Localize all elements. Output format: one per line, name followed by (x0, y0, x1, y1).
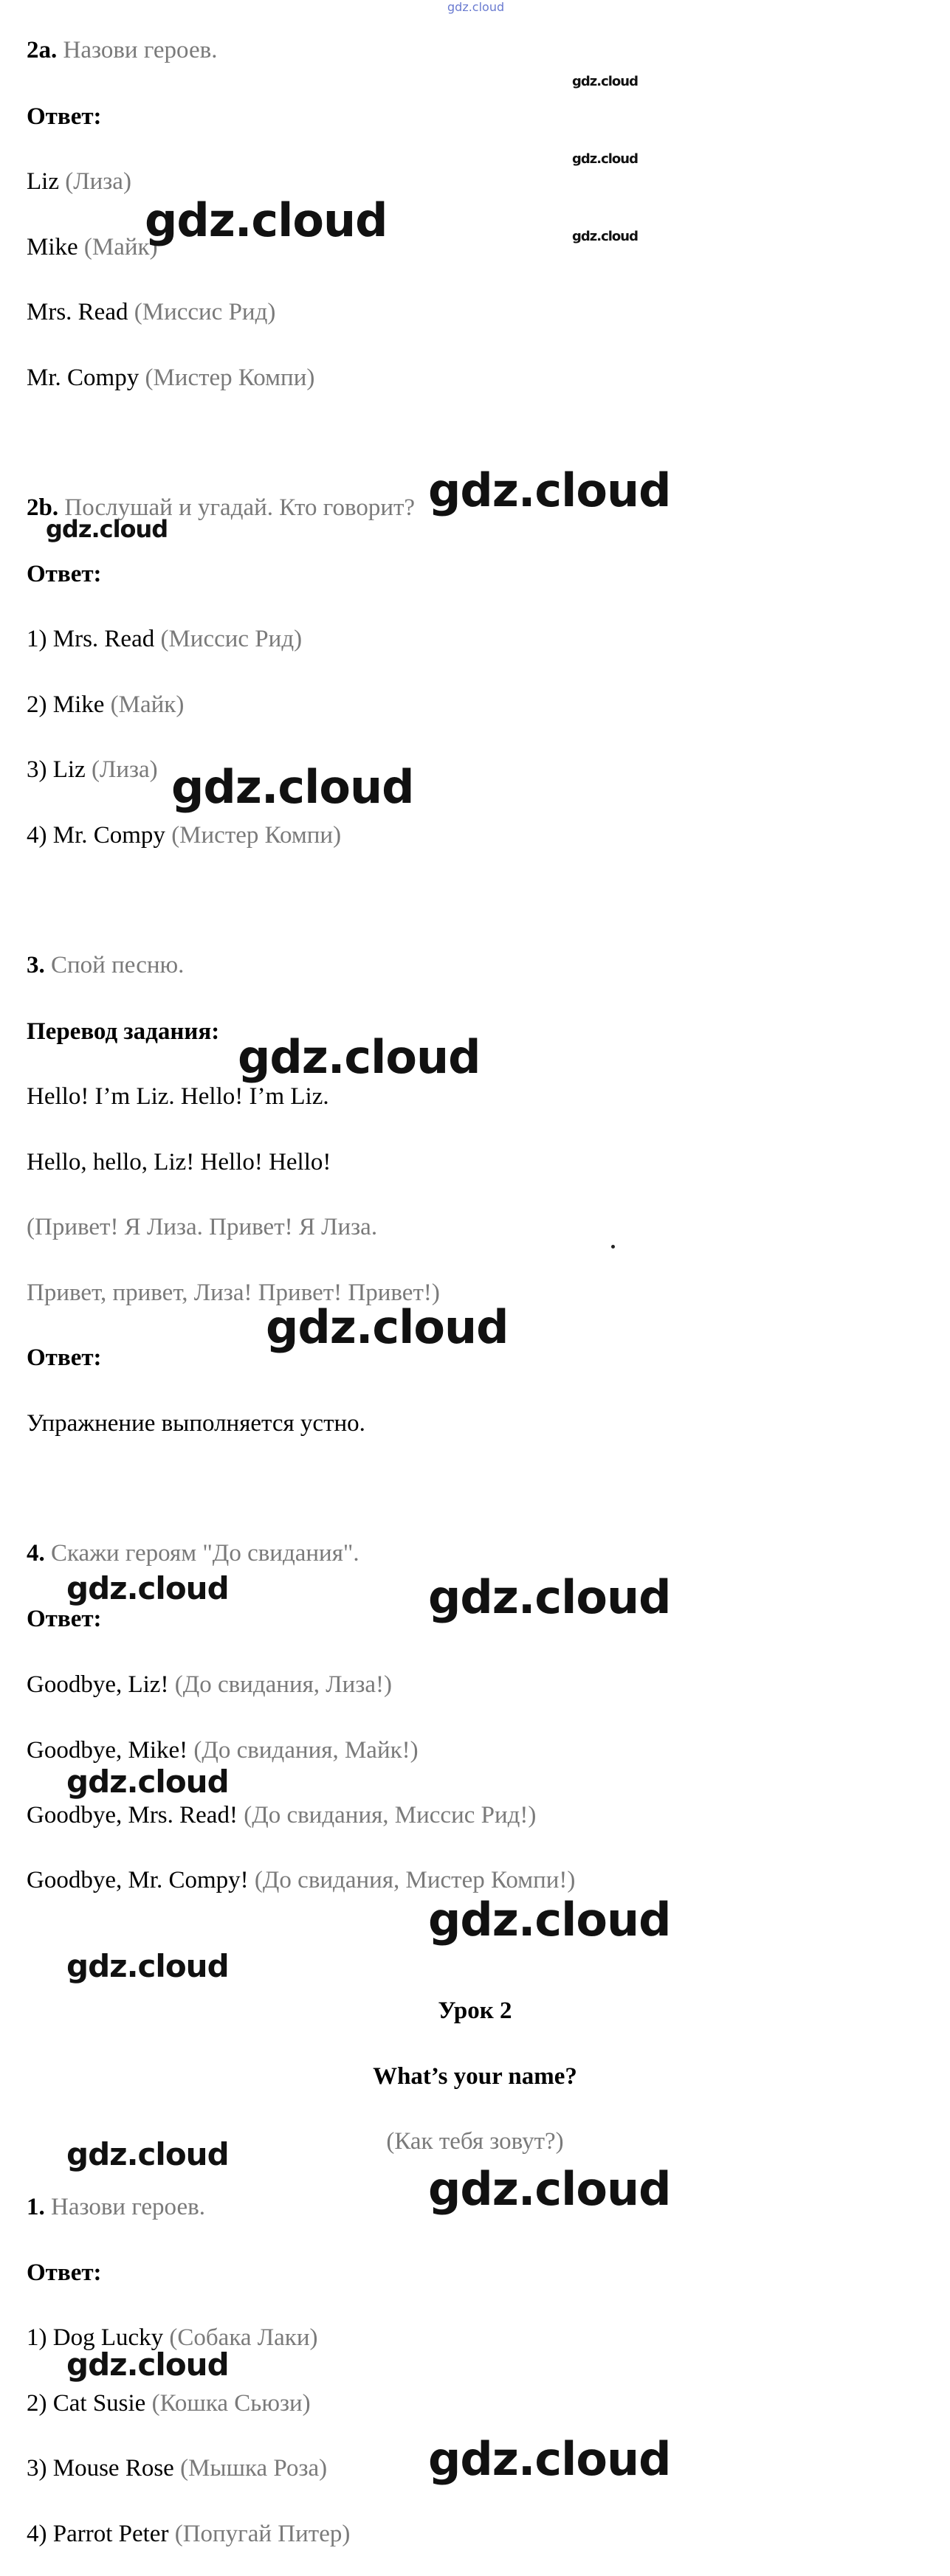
task-text: Послушай и угадай. Кто говорит? (64, 494, 416, 521)
stray-dot (611, 1245, 615, 1249)
answer-item: Mike (Майк) (27, 234, 158, 260)
answer-item: 4) Parrot Peter (Попугай Питер) (27, 2521, 351, 2547)
lesson-title: Урок 2 (438, 1997, 512, 2024)
answer-item: Mr. Compy (Мистер Компи) (27, 365, 315, 391)
answer-label: Ответ: (27, 1344, 102, 1371)
answer-item: Goodbye, Mr. Compy! (До свидания, Мистер Компи!) (27, 1867, 576, 1893)
watermark: gdz.cloud (572, 74, 638, 89)
task-number: 2b. (27, 494, 59, 521)
watermark: gdz.cloud (266, 1300, 509, 1354)
watermark: gdz.cloud (145, 193, 388, 247)
task-4-heading (27, 1540, 359, 1567)
task-text: Спой песню. (51, 952, 185, 978)
answer-item: 4) Mr. Compy (Мистер Компи) (27, 822, 342, 849)
answer-item: Liz (Лиза) (27, 168, 131, 195)
song-line: Hello, hello, Liz! Hello! Hello! (27, 1149, 331, 1175)
answer-text: Упражнение выполняется устно. (27, 1410, 365, 1437)
task-number: 2a. (27, 37, 58, 63)
answer-item: 1) Dog Lucky (Собака Лаки) (27, 2324, 318, 2351)
answer-item: Goodbye, Mike! (До свидания, Майк!) (27, 1737, 419, 1764)
lesson-subtitle: What’s your name? (373, 2063, 577, 2090)
task-text: Скажи героям "До свидания". (51, 1540, 359, 1567)
lesson-subtitle-translation: (Как тебя зовут?) (386, 2128, 564, 2155)
watermark: gdz.cloud (46, 515, 168, 543)
answer-item: Mrs. Read (Миссис Рид) (27, 299, 276, 325)
answer-item: 3) Mouse Rose (Мышка Роза) (27, 2455, 328, 2482)
watermark: gdz.cloud (428, 2432, 671, 2486)
watermark: gdz.cloud (171, 760, 414, 814)
answer-item: Goodbye, Mrs. Read! (До свидания, Миссис Рид!) (27, 1802, 537, 1829)
answer-label: Ответ: (27, 2259, 102, 2286)
watermark: gdz.cloud (428, 2162, 671, 2216)
watermark: gdz.cloud (572, 151, 638, 167)
song-translation-line: (Привет! Я Лиза. Привет! Я Лиза. (27, 1214, 378, 1240)
watermark: gdz.cloud (66, 1570, 229, 1606)
task-1-heading (27, 2194, 205, 2221)
answer-item: Goodbye, Liz! (До свидания, Лиза!) (27, 1671, 392, 1698)
task-number: 3. (27, 952, 45, 978)
answer-label: Ответ: (27, 103, 102, 130)
task-text: Назови героев. (63, 37, 218, 63)
answer-item: 3) Liz (Лиза) (27, 756, 158, 783)
watermark: gdz.cloud (238, 1030, 481, 1084)
task-number: 4. (27, 1540, 45, 1567)
translation-label: Перевод задания: (27, 1018, 220, 1045)
watermark: gdz.cloud (66, 2136, 229, 2172)
answer-label: Ответ: (27, 561, 102, 587)
watermark: gdz.cloud (66, 2347, 229, 2383)
task-text: Назови героев. (51, 2194, 205, 2220)
task-2a-heading (27, 37, 217, 64)
watermark-top: gdz.cloud (447, 0, 505, 14)
song-translation-line: Привет, привет, Лиза! Привет! Привет!) (27, 1280, 440, 1306)
song-line: Hello! I’m Liz. Hello! I’m Liz. (27, 1083, 329, 1110)
watermark: gdz.cloud (66, 1948, 229, 1984)
task-number: 1. (27, 2194, 45, 2220)
answer-item: 2) Mike (Майк) (27, 691, 185, 718)
watermark: gdz.cloud (428, 1570, 671, 1624)
task-3-heading (27, 952, 184, 979)
answer-item: 2) Cat Susie (Кошка Сьюзи) (27, 2390, 311, 2417)
watermark: gdz.cloud (66, 1764, 229, 1800)
watermark: gdz.cloud (428, 1893, 671, 1947)
watermark: gdz.cloud (572, 229, 638, 244)
watermark: gdz.cloud (428, 463, 671, 517)
answer-label: Ответ: (27, 1606, 102, 1632)
answer-item: 1) Mrs. Read (Миссис Рид) (27, 626, 303, 652)
